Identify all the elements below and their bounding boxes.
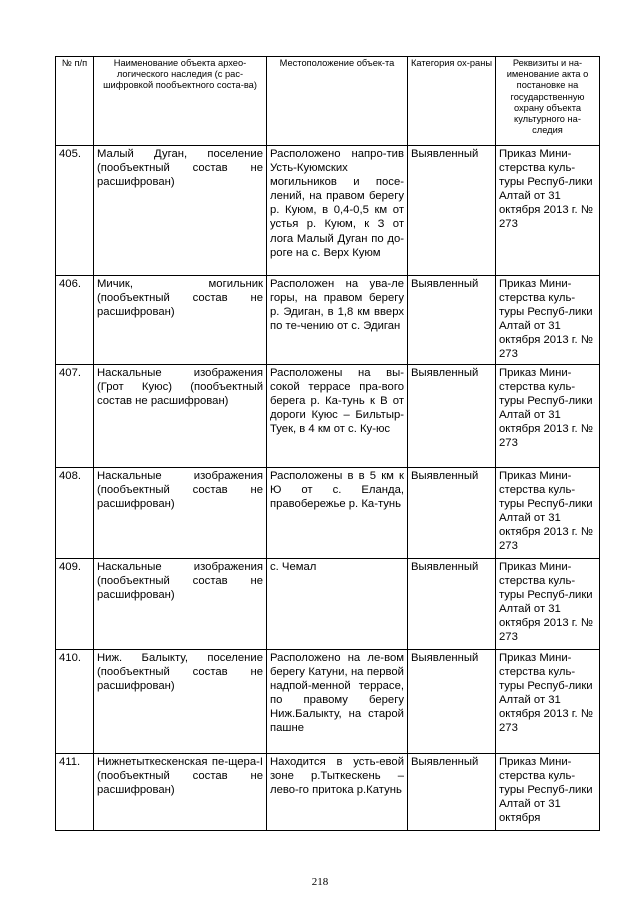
act-details: Приказ Мини-стерства куль-туры Респуб-лики Алтай от 31 октября 2013 г. № 273	[496, 468, 600, 559]
header-name: Наименование объекта архео-логического наследия (с рас-шифровкой пообъектного соста-ва)	[94, 57, 267, 146]
act-details: Приказ Мини-стерства куль-туры Респуб-лики Алтай от 31 октября	[496, 754, 600, 831]
object-location: Расположен на ува-ле горы, на правом берегу р. Эдиган, в 1,8 км вверх по те-чению от с. Эдиган	[267, 276, 408, 365]
table-row	[56, 276, 600, 365]
table-row	[56, 559, 600, 650]
row-number: 407.	[56, 365, 94, 468]
header-act: Реквизиты и на-именование акта о постановке на государственную охрану объекта культурного на-следия	[496, 57, 600, 146]
object-location: Находится в усть-евой зоне р.Тыткескень – лево-го притока р.Катунь	[267, 754, 408, 831]
row-number: 408.	[56, 468, 94, 559]
object-name: Наскальные изображения (пообъектный состав не расшифрован)	[94, 468, 267, 559]
protection-category: Выявленный	[408, 468, 496, 559]
table-row	[56, 650, 600, 754]
object-location: Расположены в в 5 км к Ю от с. Еланда, правобережье р. Ка-тунь	[267, 468, 408, 559]
object-location: Расположено напро-тив Усть-Куюмских могильников и посе-лений, на правом берегу р. Куюм, в 0,4-0,5 км от устья р. Куюм, к З от лога Малый Дуган по до-роге на с. Верх Куюм	[267, 146, 408, 276]
object-name: Наскальные изображения (Грот Куюс) (пообъектный состав не расшифрован)	[94, 365, 267, 468]
act-details: Приказ Мини-стерства куль-туры Респуб-лики Алтай от 31 октября 2013 г. № 273	[496, 559, 600, 650]
header-row	[56, 57, 600, 146]
object-name: Нижнетыткескенская пе-щера-I (пообъектный состав не расшифрован)	[94, 754, 267, 831]
header-location: Местоположение объек-та	[267, 57, 408, 146]
object-name: Малый Дуган, поселение (пообъектный состав не расшифрован)	[94, 146, 267, 276]
heritage-registry-table	[55, 56, 600, 831]
table-row	[56, 754, 600, 831]
row-number: 405.	[56, 146, 94, 276]
object-name: Ниж. Балыкту, поселение (пообъектный состав не расшифрован)	[94, 650, 267, 754]
object-name: Наскальные изображения (пообъектный состав не расшифрован)	[94, 559, 267, 650]
object-location: Расположено на ле-вом берегу Катуни, на первой надпой-менной террасе, по правому берегу Ниж.Балыкту, на старой пашне	[267, 650, 408, 754]
protection-category: Выявленный	[408, 365, 496, 468]
table-row	[56, 146, 600, 276]
object-location: с. Чемал	[267, 559, 408, 650]
protection-category: Выявленный	[408, 276, 496, 365]
row-number: 406.	[56, 276, 94, 365]
act-details: Приказ Мини-стерства куль-туры Респуб-лики Алтай от 31 октября 2013 г. № 273	[496, 365, 600, 468]
row-number: 409.	[56, 559, 94, 650]
protection-category: Выявленный	[408, 650, 496, 754]
protection-category: Выявленный	[408, 559, 496, 650]
page-number: 218	[311, 876, 329, 888]
object-name: Мичик, могильник (пообъектный состав не расшифрован)	[94, 276, 267, 365]
act-details: Приказ Мини-стерства куль-туры Респуб-лики Алтай от 31 октября 2013 г. № 273	[496, 650, 600, 754]
act-details: Приказ Мини-стерства куль-туры Респуб-лики Алтай от 31 октября 2013 г. № 273	[496, 146, 600, 276]
table-row	[56, 365, 600, 468]
header-num: № п/п	[56, 57, 94, 146]
protection-category: Выявленный	[408, 754, 496, 831]
row-number: 410.	[56, 650, 94, 754]
object-location: Расположены на вы-сокой террасе пра-вого берега р. Ка-тунь к В от дороги Куюс – Бильтыр-Туек, в 4 км от с. Ку-юс	[267, 365, 408, 468]
header-category: Категория ох-раны	[408, 57, 496, 146]
row-number: 411.	[56, 754, 94, 831]
act-details: Приказ Мини-стерства куль-туры Респуб-лики Алтай от 31 октября 2013 г. № 273	[496, 276, 600, 365]
protection-category: Выявленный	[408, 146, 496, 276]
table-row	[56, 468, 600, 559]
